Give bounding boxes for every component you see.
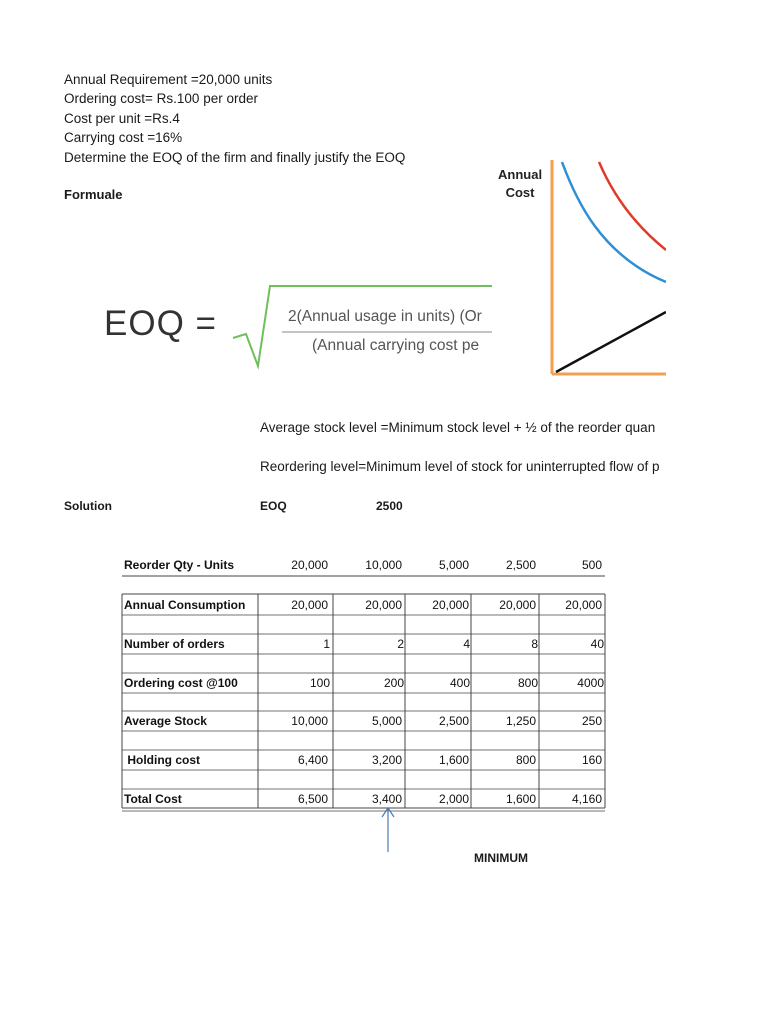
formulae-heading: Formuale — [64, 187, 123, 202]
reorder-level-note: Reordering level=Minimum level of stock for uninterrupted flow of p — [260, 459, 660, 474]
row-label-ordering-cost: Ordering cost @100 — [124, 676, 238, 690]
table-cell: 20,000 — [432, 598, 469, 612]
problem-line-cost-per-unit: Cost per unit =Rs.4 — [64, 110, 180, 126]
problem-line-ordering-cost: Ordering cost= Rs.100 per order — [64, 91, 258, 107]
chart-y-axis-label: Annual Cost — [498, 167, 543, 200]
header-label: Reorder Qty - Units — [124, 558, 235, 572]
table-cell: 2 — [397, 637, 404, 651]
table-cell: 200 — [383, 676, 404, 690]
formula-lhs: EOQ = — [104, 304, 217, 343]
table-cell: 3,400 — [371, 792, 402, 806]
table-cell: 3,200 — [371, 753, 402, 767]
row-label-annual-consumption: Annual Consumption — [124, 598, 246, 612]
formula-denominator: (Annual carrying cost pe — [312, 337, 480, 354]
solution-label: Solution — [64, 499, 112, 513]
table-cell: 5,000 — [371, 714, 402, 728]
problem-line-question: Determine the EOQ of the firm and finally justify the EOQ — [64, 149, 406, 165]
row-label-number-of-orders: Number of orders — [124, 637, 225, 651]
table-cell: 6,500 — [297, 792, 328, 806]
header-value: 5,000 — [438, 558, 469, 572]
formula-numerator: 2(Annual usage in units) (Or — [288, 308, 482, 325]
row-label-average-stock: Average Stock — [124, 714, 207, 728]
table-cell: 20,000 — [565, 598, 602, 612]
table-cell: 1,250 — [505, 714, 536, 728]
problem-line-carrying-cost: Carrying cost =16% — [64, 130, 183, 146]
table-cell: 4 — [463, 637, 470, 651]
average-stock-note: Average stock level =Minimum stock level + ½ of the reorder quan — [260, 420, 656, 435]
eoq-value: 2500 — [376, 499, 403, 513]
table-cell: 800 — [515, 753, 536, 767]
row-label-total-cost: Total Cost — [124, 792, 182, 806]
table-cell: 40 — [590, 637, 604, 651]
minimum-label: MINIMUM — [474, 851, 528, 865]
table-cell: 10,000 — [291, 714, 328, 728]
table-cell: 160 — [581, 753, 602, 767]
header-value: 2,500 — [505, 558, 536, 572]
problem-line-annual-requirement: Annual Requirement =20,000 units — [64, 72, 273, 87]
table-cell: 6,400 — [297, 753, 328, 767]
table-cell: 2,500 — [438, 714, 469, 728]
header-value: 10,000 — [365, 558, 402, 572]
table-cell: 250 — [581, 714, 602, 728]
table-cell: 800 — [517, 676, 538, 690]
table-cell: 20,000 — [291, 598, 328, 612]
table-cell: 400 — [449, 676, 470, 690]
header-value: 500 — [581, 558, 602, 572]
table-cell: 1,600 — [438, 753, 469, 767]
table-cell: 20,000 — [499, 598, 536, 612]
table-cell: 20,000 — [365, 598, 402, 612]
table-cell: 4,160 — [571, 792, 602, 806]
table-cell: 100 — [309, 676, 330, 690]
table-cell: 1,600 — [505, 792, 536, 806]
table-cell: 1 — [323, 637, 330, 651]
table-cell: 4000 — [577, 676, 604, 690]
row-label-holding-cost: Holding cost — [124, 753, 200, 767]
table-cell: 8 — [531, 637, 538, 651]
table-cell: 2,000 — [438, 792, 469, 806]
minimum-arrow-icon — [376, 804, 400, 854]
eoq-label: EOQ — [260, 499, 287, 513]
header-value: 20,000 — [291, 558, 328, 572]
